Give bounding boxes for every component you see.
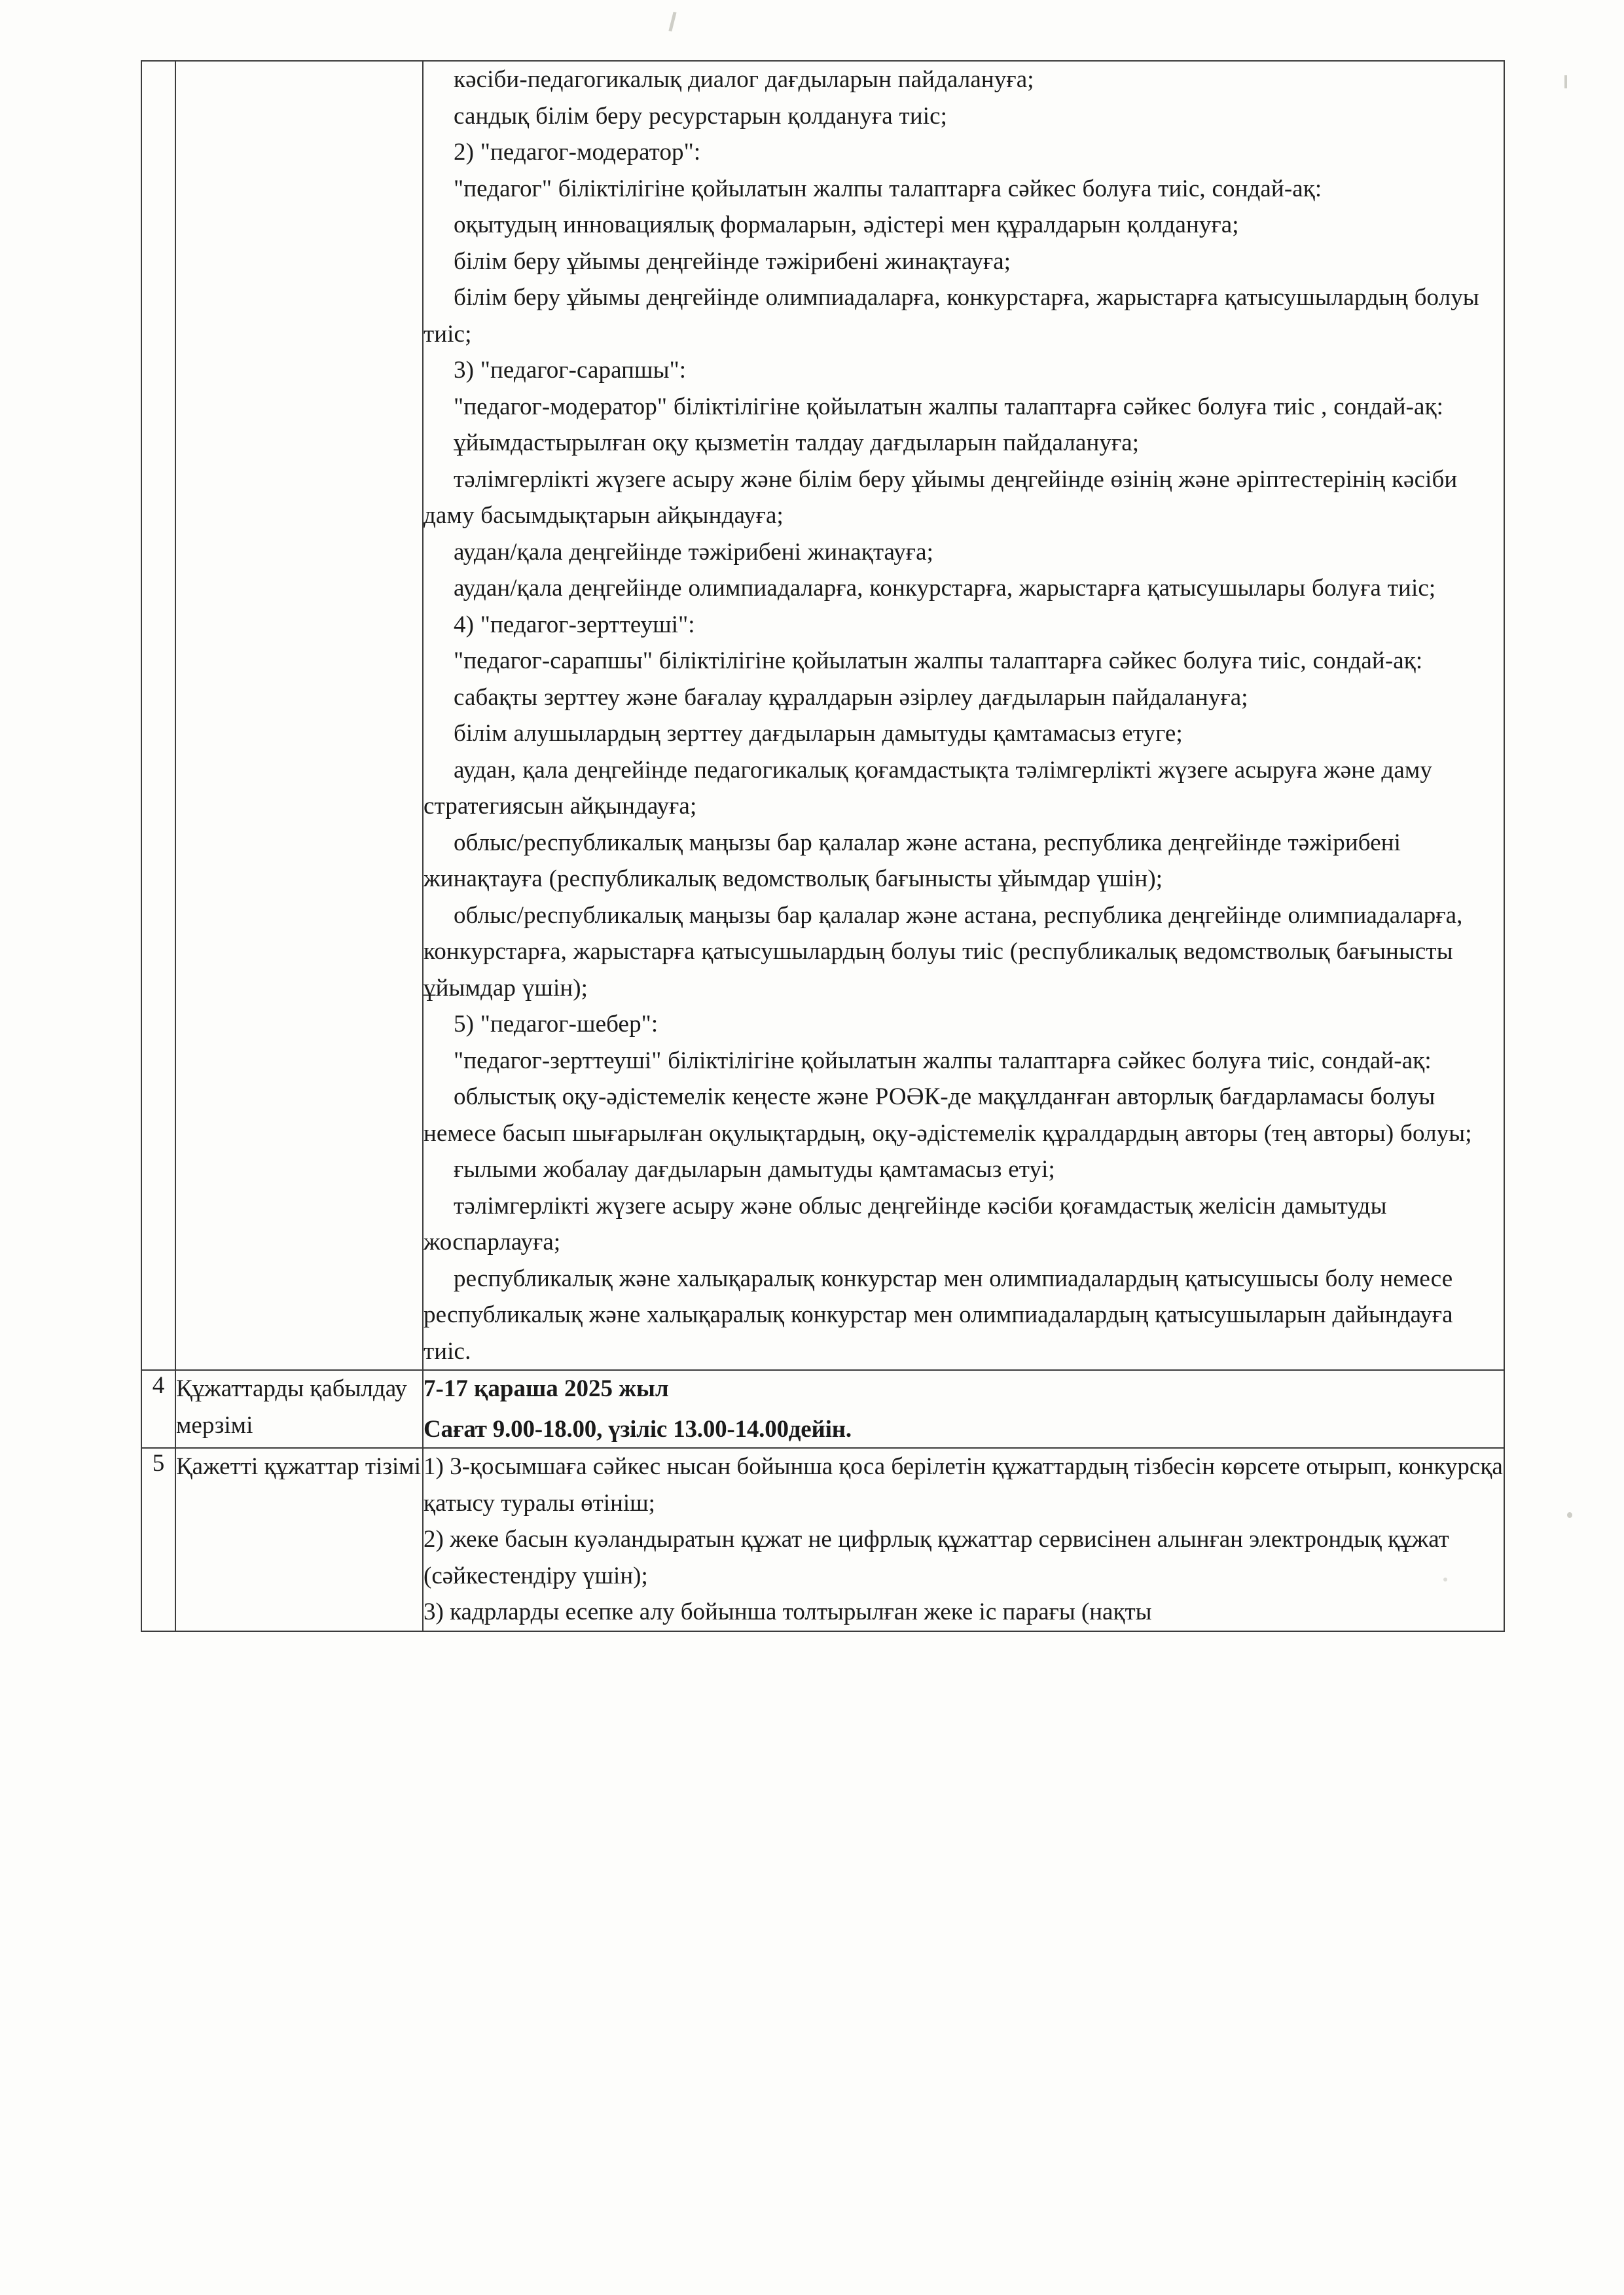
requirements-table (141, 60, 1505, 1632)
requirement-line: облыс/республикалық маңызы бар қалалар және астана, республика деңгейінде тәжірибені жинақтауға (республикалық ведомстволық бағынысты ұйымдар үшін); (424, 829, 1401, 892)
table-row (141, 61, 1504, 1370)
requirement-line: аудан/қала деңгейінде тәжірибені жинақтауға; (454, 538, 933, 566)
requirement-line: 4) "педагог-зерттеуші": (454, 611, 695, 638)
requirement-line: сандық білім беру ресурстарын қолдануға тиіс; (454, 102, 947, 130)
requirement-line: ұйымдастырылған оқу қызметін талдау дағдыларын пайдалануға; (454, 429, 1140, 456)
requirements-list (424, 62, 1504, 1369)
requirement-line: сабақты зерттеу және бағалау құралдарын әзірлеу дағдыларын пайдалануға; (454, 683, 1248, 711)
scan-artifact-right-tick (1564, 75, 1567, 88)
row-body-cell (423, 1370, 1504, 1448)
document-item: 2) жеке басын куәландыратын құжат не цифрлық құжаттар сервисінен алынған электрондық құжат (сәйкестендіру үшін); (424, 1526, 1449, 1589)
requirement-line: тәлімгерлікті жүзеге асыру және облыс деңгейінде кәсіби қоғамдастық желісін дамытуды жоспарлауға; (424, 1192, 1387, 1256)
requirement-line: білім беру ұйымы деңгейінде тәжірибені жинақтауға; (454, 247, 1011, 275)
row-number-cell: 4 (141, 1370, 175, 1448)
document-item: 3) кадрларды есепке алу бойынша толтырылған жеке іс парағы (нақты (424, 1599, 1152, 1625)
requirement-line: облыстық оқу-әдістемелік кеңесте және РОӘК-де мақұлданған авторлық бағдарламасы болуы немесе басып шығарылған оқулықтардың, оқу-әдістемелік құралдардың авторы (тең авторы) болуы; (424, 1083, 1472, 1147)
requirement-line: республикалық және халықаралық конкурстар мен олимпиадалардың қатысушысы болу немесе республикалық және халықаралық конкурстар мен олимпиадалардың қатысушыларын дайындауға тиіс. (424, 1265, 1453, 1365)
requirement-line: аудан/қала деңгейінде олимпиадаларға, конкурстарға, жарыстарға қатысушылары болуға тиіс; (454, 575, 1436, 602)
row-label-cell: Құжаттарды қабылдау мерзімі (175, 1370, 423, 1448)
acceptance-date: 7-17 қараша 2025 жыл (424, 1375, 669, 1402)
requirement-line: "педагог-зерттеуші" біліктілігіне қойылатын жалпы талаптарға сәйкес болуға тиіс, сондай-ақ: (454, 1047, 1432, 1074)
row-label-cell (175, 61, 423, 1370)
requirement-line: 2) "педагог-модератор": (454, 139, 701, 166)
row-number-cell: 5 (141, 1448, 175, 1631)
requirement-line: кәсіби-педагогикалық диалог дағдыларын пайдалануға; (454, 66, 1034, 93)
requirement-line: аудан, қала деңгейінде педагогикалық қоғамдастықта тәлімгерлікті жүзеге асыруға және даму стратегиясын айқындауға; (424, 756, 1432, 820)
requirement-line: білім беру ұйымы деңгейінде олимпиадаларға, конкурстарға, жарыстарға қатысушылардың болуы тиіс; (424, 284, 1479, 348)
requirement-line: ғылыми жобалау дағдыларын дамытуды қамтамасыз етуі; (454, 1156, 1055, 1183)
requirement-line: "педагог" біліктілігіне қойылатын жалпы талаптарға сәйкес болуға тиіс, сондай-ақ: (454, 175, 1322, 202)
table-row (141, 1448, 1504, 1631)
row-body-cell (423, 1448, 1504, 1631)
requirement-line: білім алушылардың зерттеу дағдыларын дамытуды қамтамасыз етуге; (454, 720, 1183, 747)
table-row (141, 1370, 1504, 1448)
requirement-line: оқытудың инновациялық формаларын, әдістері мен құралдарын қолдануға; (454, 211, 1239, 238)
acceptance-time: Сағат 9.00-18.00, үзіліс 13.00-14.00дейін. (424, 1415, 852, 1443)
requirement-line: "педагог-сарапшы" біліктілігіне қойылатын жалпы талаптарға сәйкес болуға тиіс, сондай-ақ: (454, 647, 1423, 674)
requirement-line: 5) "педагог-шебер": (454, 1011, 659, 1038)
row-body-cell (423, 61, 1504, 1370)
row-number-cell (141, 61, 175, 1370)
requirement-line: "педагог-модератор" біліктілігіне қойылатын жалпы талаптарға сәйкес болуға тиіс , сондай-ақ: (454, 393, 1444, 420)
row-label-cell: Қажетті құжаттар тізімі (175, 1448, 423, 1631)
scan-artifact-right-dot (1567, 1512, 1572, 1518)
document-item: 1) 3-қосымшаға сәйкес нысан бойынша қоса берілетін құжаттардың тізбесін көрсете отырып, конкурсқа қатысу туралы өтініш; (424, 1453, 1503, 1517)
requirement-line: облыс/республикалық маңызы бар қалалар және астана, республика деңгейінде олимпиадаларға, конкурстарға, жарыстарға қатысушылардың болуы тиіс (республикалық ведомстволық бағынысты ұйымдар үшін); (424, 901, 1463, 1002)
requirement-line: тәлімгерлікті жүзеге асыру және білім беру ұйымы деңгейінде өзінің және әріптестерінің кәсіби даму басымдықтарын айқындауға; (424, 465, 1458, 529)
requirement-line: 3) "педагог-сарапшы": (454, 357, 687, 384)
